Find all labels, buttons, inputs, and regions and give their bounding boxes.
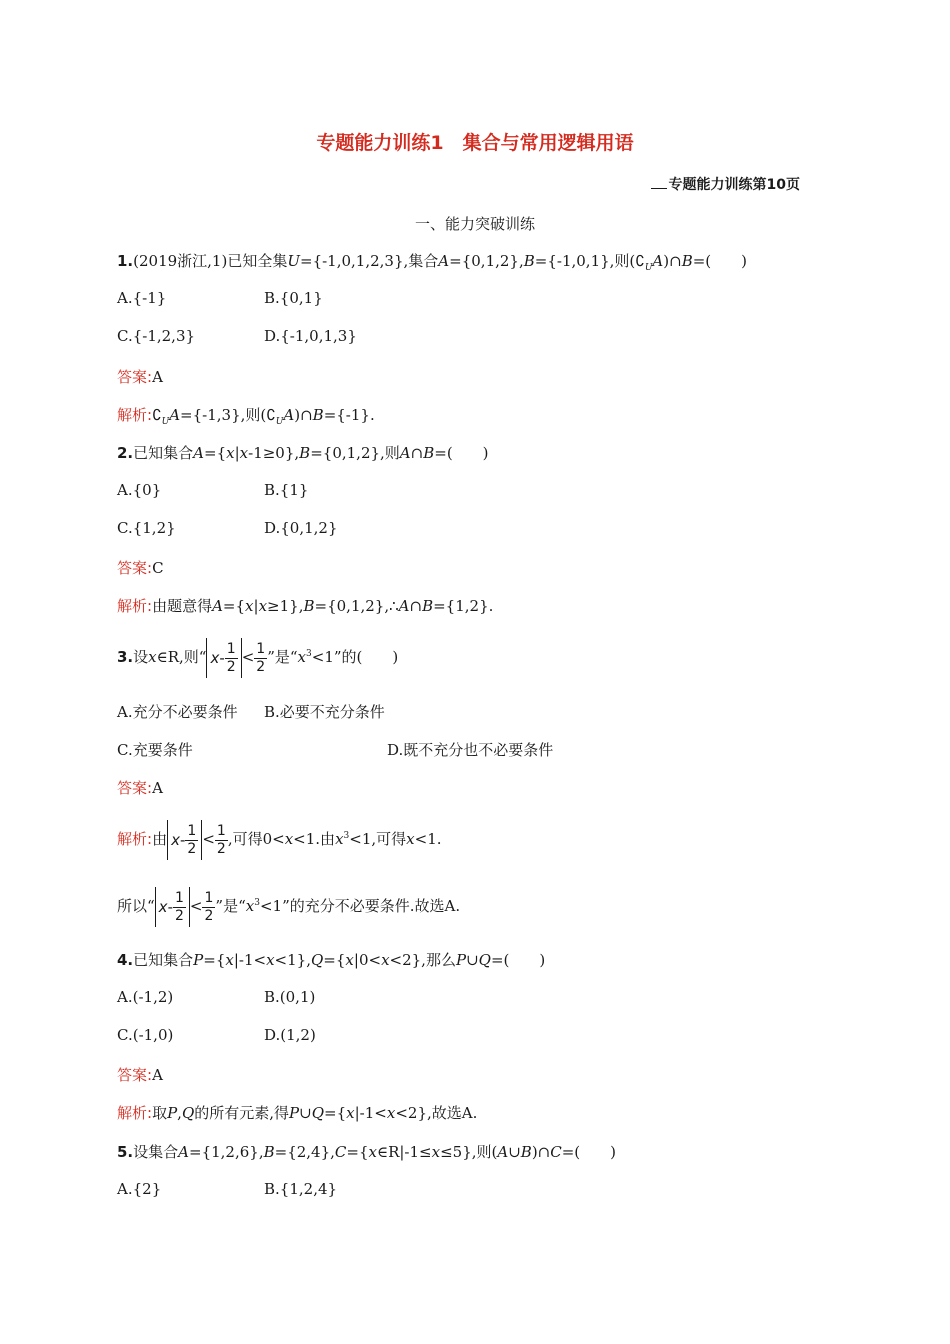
option-c: C.充要条件	[117, 741, 193, 759]
stem-text: ∪	[466, 951, 479, 969]
question-number: 2.	[117, 444, 134, 462]
abs-value-expr	[155, 887, 190, 927]
exponent: 3	[306, 649, 312, 659]
stem-text: ={-1,0,1,2,3},集合	[300, 252, 439, 270]
analysis-text: )∩	[294, 406, 313, 424]
answer-line	[117, 1064, 163, 1085]
stem-text: <1”的( )	[311, 648, 399, 666]
denominator: 2	[174, 908, 184, 924]
question-3-stem	[117, 632, 398, 676]
var: P	[167, 1104, 178, 1122]
analysis-text: ∁	[152, 406, 162, 424]
var: A	[399, 444, 411, 462]
analysis-text: 由题意得	[152, 597, 213, 615]
less-than: <	[189, 897, 203, 915]
analysis-label: 解析:	[117, 830, 153, 848]
question-5-stem	[117, 1141, 616, 1162]
var: A	[283, 406, 295, 424]
stem-text: )∩	[663, 252, 682, 270]
stem-text: )∩	[531, 1143, 551, 1161]
minus-sign: -	[219, 649, 225, 667]
var: U	[644, 263, 653, 273]
stem-text: (2019浙江,1)已知全集	[133, 252, 288, 270]
var: B	[312, 406, 324, 424]
page-reference-text: 专题能力训练第10页	[668, 177, 800, 193]
answer-line	[117, 557, 164, 578]
stem-text: ={	[203, 951, 226, 969]
analysis-label: 解析:	[117, 406, 153, 424]
stem-text: =( )	[490, 951, 546, 969]
stem-text: ∈R,则“	[156, 648, 207, 666]
var: A	[169, 406, 181, 424]
option-b: B.必要不充分条件	[264, 703, 385, 721]
denominator: 2	[216, 840, 226, 857]
fraction	[225, 641, 238, 676]
var: x	[210, 649, 220, 667]
stem-text: ={	[204, 444, 227, 462]
var: A	[193, 444, 204, 462]
analysis-text: ={-1}.	[323, 406, 375, 424]
analysis-label: 解析:	[117, 1104, 153, 1122]
fraction	[254, 641, 267, 676]
numerator: 1	[187, 823, 197, 839]
answer-label: 答案:	[117, 559, 153, 577]
stem-text: |-1<	[233, 951, 267, 969]
analysis-line	[117, 1102, 477, 1123]
var: B	[520, 1143, 532, 1161]
numerator: 1	[256, 640, 266, 657]
var: x	[431, 1143, 441, 1161]
answer-label: 答案:	[117, 779, 153, 797]
option-b: B.(0,1)	[264, 988, 316, 1006]
analysis-text: ={	[222, 597, 246, 615]
var: A	[497, 1143, 509, 1161]
var: x	[297, 648, 307, 666]
stem-text: ”是“	[267, 648, 298, 666]
stem-text: ={	[323, 951, 346, 969]
underline-blank	[651, 176, 667, 189]
var: A	[178, 1143, 189, 1161]
stem-text: =( )	[561, 1143, 617, 1161]
var: x	[226, 444, 235, 462]
var: x	[368, 1143, 377, 1161]
stem-text: ∪	[508, 1143, 521, 1161]
var: B	[523, 252, 535, 270]
less-than: <	[241, 648, 255, 666]
var: Q	[311, 1104, 325, 1122]
denominator: 2	[204, 907, 214, 924]
option-c: C.{-1,2,3}	[117, 327, 196, 345]
answer-value: A	[152, 368, 163, 386]
stem-text: -1≥0},	[248, 444, 300, 462]
var: x	[266, 951, 275, 969]
var: B	[422, 597, 434, 615]
analysis-text: ={	[324, 1104, 347, 1122]
var: Q	[181, 1104, 195, 1122]
option-d: D.{-1,0,1,3}	[264, 327, 357, 345]
stem-text: ∈R|-1≤	[376, 1143, 432, 1161]
analysis-text: <1.	[414, 830, 442, 848]
analysis-line	[117, 814, 442, 858]
analysis-text: |	[253, 597, 259, 615]
conclusion-text: 所以“	[117, 897, 155, 915]
analysis-text: ,可得0<	[227, 830, 285, 848]
analysis-text: ≥1},	[267, 597, 304, 615]
stem-text: ∩	[410, 444, 424, 462]
var: x	[346, 1104, 355, 1122]
section-heading: 一、能力突破训练	[414, 215, 535, 233]
conclusion-line	[117, 881, 460, 925]
option-c: C.{1,2}	[117, 519, 176, 537]
denominator: 2	[226, 659, 236, 675]
option-d: D.(1,2)	[264, 1026, 316, 1044]
stem-text: ={0,1,2},	[449, 252, 524, 270]
var: x	[148, 648, 157, 666]
var: A	[652, 252, 664, 270]
var: A	[438, 252, 450, 270]
analysis-line	[117, 404, 375, 427]
option-b: B.{1}	[264, 481, 309, 499]
var: C	[334, 1143, 347, 1161]
stem-text: =( )	[434, 444, 489, 462]
numerator: 1	[174, 890, 184, 906]
analysis-text: <1,可得	[349, 830, 407, 848]
var: x	[245, 897, 255, 915]
var: x	[245, 597, 254, 615]
option-c: C.(-1,0)	[117, 1026, 174, 1044]
abs-value-expr	[167, 820, 202, 860]
answer-label: 答案:	[117, 368, 153, 386]
var: U	[161, 417, 170, 427]
option-a: A.{-1}	[117, 289, 167, 307]
exponent: 3	[343, 831, 350, 841]
var: x	[335, 830, 344, 848]
var: B	[303, 597, 315, 615]
var: P	[193, 951, 204, 969]
minus-sign: -	[167, 898, 173, 916]
answer-line	[117, 366, 163, 387]
fraction	[202, 890, 215, 925]
analysis-label: 解析:	[117, 597, 153, 615]
stem-text: ={-1,0,1},则(∁	[534, 252, 645, 270]
answer-value: C	[152, 559, 164, 577]
question-1-stem	[117, 250, 747, 273]
var: x	[158, 898, 168, 916]
analysis-text: ,	[177, 1104, 182, 1122]
conclusion-text: ”是“	[215, 897, 246, 915]
var: x	[386, 1104, 396, 1122]
var: x	[225, 951, 234, 969]
question-number: 3.	[117, 648, 134, 666]
denominator: 2	[256, 658, 266, 675]
numerator: 1	[226, 641, 236, 657]
analysis-text: |-1<	[354, 1104, 387, 1122]
var: x	[406, 830, 415, 848]
stem-text: ={2,4},	[274, 1143, 335, 1161]
answer-label: 答案:	[117, 1066, 153, 1084]
fraction	[185, 823, 198, 858]
stem-text: =( )	[692, 252, 747, 270]
stem-text: 已知集合	[133, 951, 194, 969]
page-reference	[651, 174, 800, 194]
analysis-line	[117, 595, 493, 616]
var: x	[171, 831, 180, 849]
answer-value: A	[152, 779, 163, 797]
analysis-text: ∪	[299, 1104, 312, 1122]
var: A	[398, 597, 410, 615]
fraction	[173, 890, 186, 925]
var: x	[284, 830, 294, 848]
answer-line	[117, 777, 163, 798]
var: B	[263, 1143, 275, 1161]
numerator: 1	[204, 889, 214, 906]
var: P	[289, 1104, 300, 1122]
fraction	[215, 823, 228, 858]
question-4-stem	[117, 949, 545, 970]
minus-sign: -	[179, 831, 186, 849]
abs-value-expr	[206, 638, 241, 678]
question-number: 4.	[117, 951, 134, 969]
stem-text: 设集合	[133, 1143, 179, 1161]
var: x	[239, 444, 249, 462]
option-a: A.充分不必要条件	[117, 703, 238, 721]
var: U	[275, 417, 284, 427]
question-number: 1.	[117, 252, 134, 270]
var: B	[681, 252, 693, 270]
var: x	[345, 951, 354, 969]
var: B	[423, 444, 435, 462]
option-a: A.{0}	[117, 481, 162, 499]
stem-text: |0<	[353, 951, 382, 969]
analysis-text: ={1,2}.	[433, 597, 494, 615]
stem-text: ={	[346, 1143, 369, 1161]
var: B	[299, 444, 311, 462]
var: P	[455, 951, 467, 969]
question-2-stem	[117, 442, 489, 463]
stem-text: ={1,2,6},	[189, 1143, 264, 1161]
var: U	[287, 252, 300, 270]
analysis-text: <1.由	[293, 830, 336, 848]
var: C	[550, 1143, 562, 1161]
var: x	[258, 597, 268, 615]
stem-text: <2},那么	[389, 951, 456, 969]
var: A	[212, 597, 223, 615]
option-a: A.(-1,2)	[117, 988, 174, 1006]
stem-text: 已知集合	[133, 444, 194, 462]
analysis-text: 取	[152, 1104, 168, 1122]
conclusion-text: <1”的充分不必要条件.故选A.	[259, 897, 461, 915]
analysis-text: 的所有元素,得	[194, 1104, 290, 1122]
stem-text: ≤5},则(	[440, 1143, 498, 1161]
answer-value: A	[152, 1066, 163, 1084]
option-a: A.{2}	[117, 1180, 162, 1198]
stem-text: 设	[133, 648, 149, 666]
stem-text: <1},	[274, 951, 311, 969]
numerator: 1	[216, 822, 226, 839]
analysis-text: 由	[152, 830, 168, 848]
stem-text: ={0,1,2},则	[310, 444, 400, 462]
exponent: 3	[254, 898, 260, 908]
option-b: B.{1,2,4}	[264, 1180, 338, 1198]
denominator: 2	[187, 841, 197, 857]
question-number: 5.	[117, 1143, 134, 1161]
option-b: B.{0,1}	[264, 289, 323, 307]
less-than: <	[202, 830, 215, 848]
analysis-text: ={-1,3},则(∁	[180, 406, 276, 424]
option-d: D.{0,1,2}	[264, 519, 338, 537]
option-d: D.既不充分也不必要条件	[387, 741, 554, 759]
document-title: 专题能力训练1 集合与常用逻辑用语	[316, 132, 634, 154]
analysis-text: ={0,1,2},∴	[314, 597, 399, 615]
analysis-text: <2},故选A.	[395, 1104, 478, 1122]
var: Q	[310, 951, 324, 969]
var: x	[381, 951, 390, 969]
analysis-text: ∩	[409, 597, 423, 615]
var: Q	[478, 951, 491, 969]
stem-text: |	[234, 444, 240, 462]
